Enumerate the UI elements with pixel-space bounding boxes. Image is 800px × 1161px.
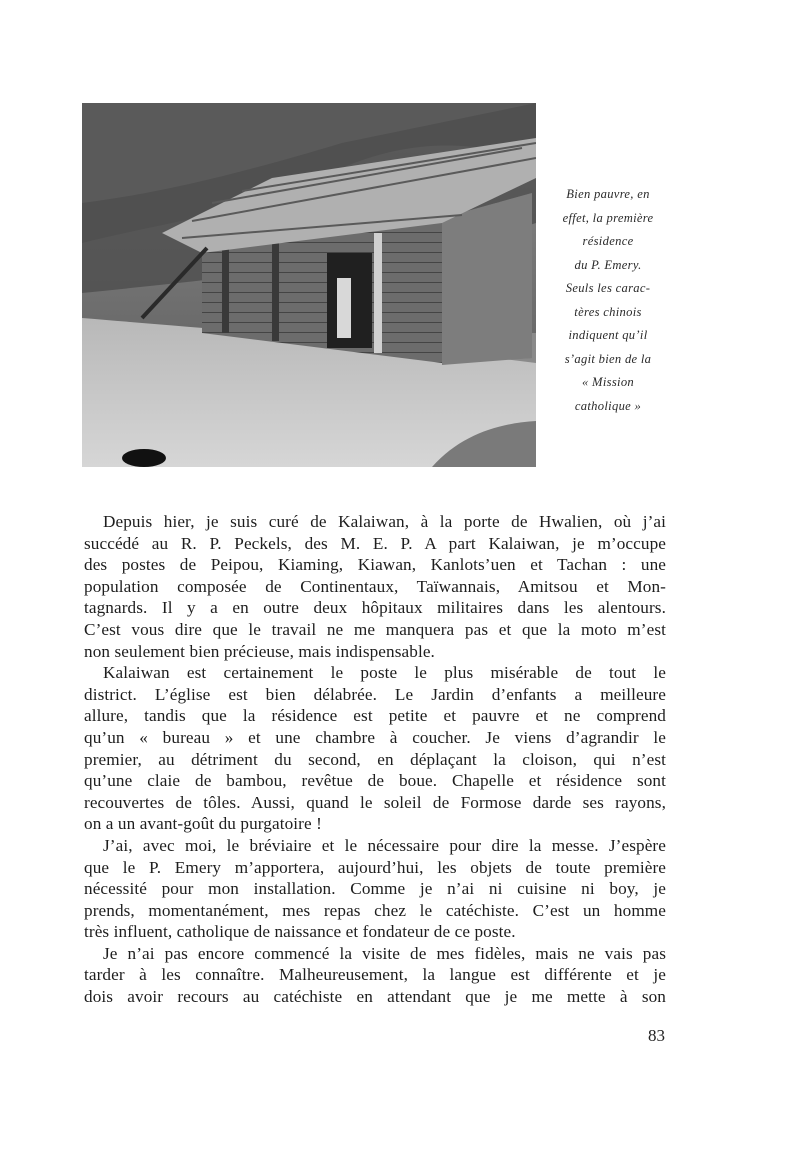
text-line: non seulement bien précieuse, mais indispensable.: [84, 641, 435, 661]
text-line: des postes de Peipou, Kiaming, Kiawan, Kanlots’uen et Tachan : une: [84, 555, 666, 575]
text-line: C’est vous dire que le travail ne me manquera pas et que la moto m’est: [84, 619, 666, 639]
caption-line: tères chinois: [574, 304, 642, 319]
hut-photograph: [82, 103, 536, 467]
caption-line: du P. Emery.: [574, 257, 642, 272]
caption-line: s’agit bien de la: [564, 351, 652, 366]
text-line: prends, momentanément, mes repas chez le catéchiste. C’est un homme: [84, 900, 666, 920]
text-line: Kalaiwan est certainement le poste le plus misérable de tout le: [103, 663, 666, 683]
text-line: allure, tandis que la résidence est petite et pauvre et ne comprend: [84, 706, 666, 726]
text-line: qu’un « bureau » et une chambre à coucher. Je viens d’agrandir le: [84, 727, 666, 747]
text-line: Depuis hier, je suis curé de Kalaiwan, à la porte de Hwalien, où j’ai: [103, 512, 666, 531]
text-line: qu’une claie de bambou, revêtue de boue. Chapelle et résidence sont: [84, 771, 666, 791]
photo-caption: [552, 183, 664, 418]
text-line: succédé au R. P. Peckels, des M. E. P. A part Kalaiwan, je m’occupe: [84, 533, 666, 553]
text-line: on a un avant-goût du purgatoire !: [84, 814, 322, 834]
caption-line: indiquent qu’il: [568, 328, 648, 342]
text-line: tarder à les connaître. Malheureusement, la langue est différente et je: [84, 965, 666, 985]
text-line: recouvertes de tôles. Aussi, quand le soleil de Formose darde ses rayons,: [84, 792, 666, 812]
caption-line: effet, la première: [562, 210, 654, 225]
text-line: très influent, catholique de naissance et fondateur de ce poste.: [84, 922, 516, 942]
text-line: district. L’église est bien délabrée. Le Jardin d’enfants a meilleure: [84, 684, 666, 704]
body-text: [84, 511, 666, 1008]
text-line: dois avoir recours au catéchiste en attendant que je me mette à son: [84, 987, 666, 1007]
text-line: premier, au détriment du second, en déplaçant la cloison, qui n’est: [84, 749, 666, 769]
text-line: nécessité pour mon installation. Comme je n’ai ni cuisine ni boy, je: [84, 879, 666, 899]
caption-line: catholique »: [574, 398, 642, 413]
page-number: 83: [648, 1026, 665, 1045]
caption-line: « Mission: [581, 375, 635, 389]
text-line: population composée de Continentaux, Taïwannais, Amitsou et Mon-: [84, 576, 666, 596]
text-line: Je n’ai pas encore commencé la visite de mes fidèles, mais ne vais pas: [103, 943, 666, 963]
text-line: que le P. Emery m’apportera, aujourd’hui, les objets de toute première: [84, 857, 666, 877]
text-line: tagnards. Il y a en outre deux hôpitaux militaires dans les alentours.: [84, 598, 666, 618]
caption-line: Seuls les carac-: [565, 281, 651, 295]
caption-line: résidence: [582, 234, 634, 248]
caption-line: Bien pauvre, en: [566, 187, 650, 201]
photo-drawing: [82, 103, 536, 467]
text-line: J’ai, avec moi, le bréviaire et le nécessaire pour dire la messe. J’espère: [103, 835, 666, 855]
